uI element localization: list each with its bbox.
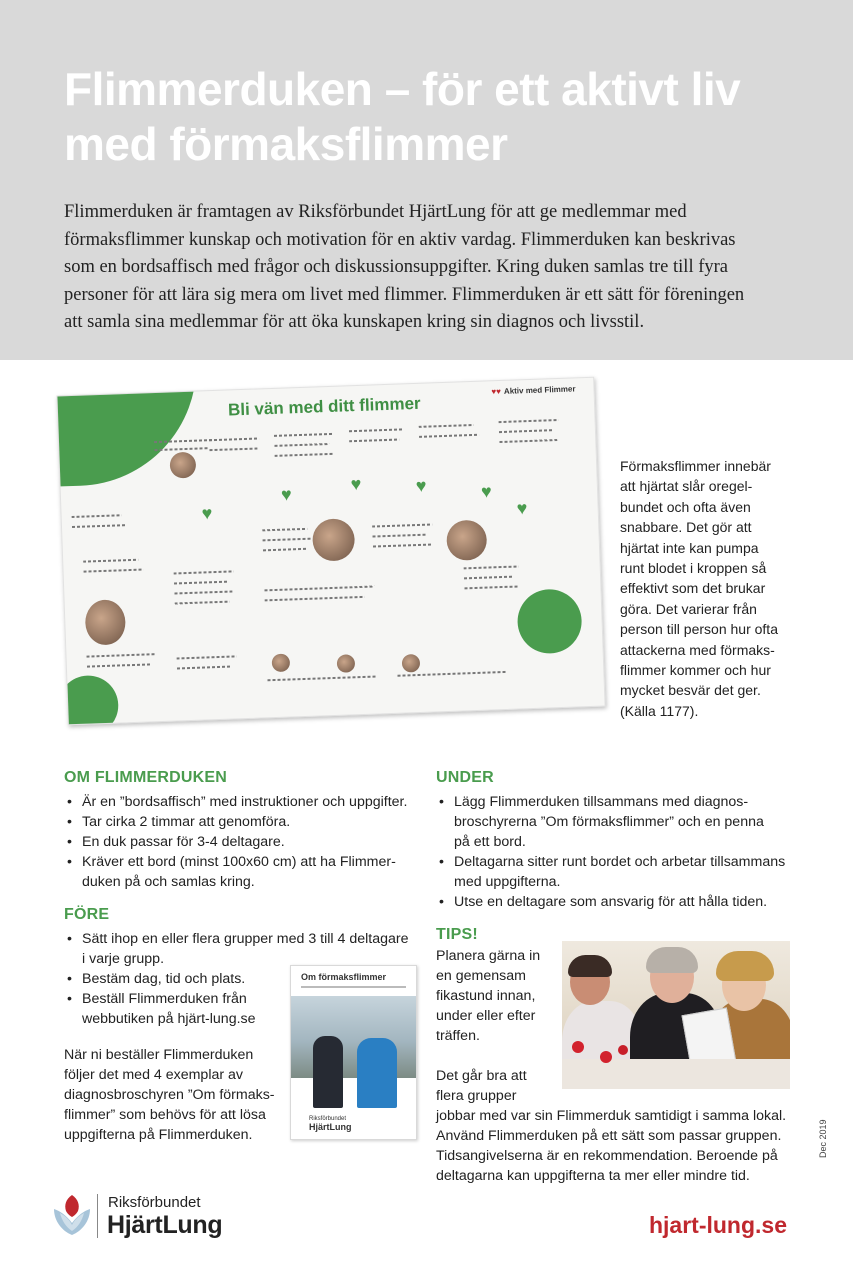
poster-text-block (349, 428, 404, 432)
poster-text-block (265, 596, 365, 601)
side-text-line: göra. Det varierar från (620, 600, 757, 617)
list-item-line: i varje grupp. (82, 951, 165, 967)
poster-text-block (419, 424, 474, 428)
poster-text-block (274, 443, 329, 447)
intro-line: Flimmerduken är framtagen av Riksförbundet HjärtLung för att ge medlemmar med (64, 202, 687, 222)
title-line: med förmaksflimmer (64, 118, 508, 170)
poster-text-block (373, 543, 433, 547)
intro-line: att samla sina medlemmar för att öka kunskapen kring sin diagnos och livsstil. (64, 312, 645, 332)
list-item-line: • Lägg Flimmerduken tillsammans med diagnos- (454, 794, 749, 810)
note-line: följer det med 4 exemplar av (64, 1067, 244, 1083)
side-text-line: runt blodet i kroppen så (620, 560, 767, 577)
group-photo (562, 941, 790, 1089)
brochure-image (290, 965, 417, 1140)
poster-text-block (175, 601, 230, 605)
poster-text-block (419, 434, 479, 438)
tips-line: jobbar med var sin Flimmerduk samtidigt i samma lokal. (436, 1108, 787, 1124)
tips-line: deltagarna kan uppgifterna ta mer eller mindre tid. (436, 1168, 750, 1184)
tips-line: under eller efter (436, 1008, 536, 1024)
poster-text-block (499, 439, 557, 443)
heart-icon: ♥ (480, 481, 493, 502)
poster-text-block (177, 666, 232, 670)
side-text-line: bundet och ofta även (620, 498, 751, 515)
heart-icon: ♥ (516, 498, 528, 519)
side-text-line: mycket besvär det ger. (620, 682, 761, 699)
date-stamp: Dec 2019 (818, 1119, 828, 1158)
poster-text-block (274, 433, 334, 437)
poster-text-block (464, 565, 519, 569)
poster-text-block (177, 655, 237, 659)
list-item (64, 812, 424, 832)
photo-hair (646, 947, 698, 973)
list-item-line: • Utse en deltagare som ansvarig för att hålla tiden. (454, 894, 768, 910)
brochure-logo-bottom: HjärtLung (309, 1122, 352, 1132)
poster-photo (272, 654, 291, 673)
logo-text-top: Riksförbundet (108, 1194, 201, 1211)
poster-text-block (262, 528, 307, 532)
poster-text-block (84, 569, 144, 573)
list-item (64, 792, 424, 812)
list-item-line: • Kräver ett bord (minst 100x60 cm) att ha Flimmer- (82, 854, 396, 870)
brochure-logo (309, 1116, 352, 1132)
date-stamp-wrap (818, 1119, 853, 1168)
poster-text-block (83, 559, 138, 563)
poster-text-block (263, 538, 313, 542)
intro-line: förmaksflimmer kunskap och motivation för en aktiv vardag. Flimmerduken kan beskrivas (64, 229, 736, 250)
list-item-line: • Sätt ihop en eller flera grupper med 3 till 4 deltagare (82, 931, 409, 947)
brochure-logo-top: Riksförbundet (309, 1116, 347, 1122)
list-item (64, 852, 424, 892)
brochure-person (313, 1036, 343, 1108)
website-link[interactable]: hjart-lung.se (648, 1212, 787, 1238)
poster-text-block (174, 590, 232, 594)
side-text-line: flimmer kommer och hur (620, 662, 771, 679)
poster-text-block (464, 576, 514, 580)
poster-text-block (349, 439, 399, 443)
list-item-line: • Är en ”bordsaffisch” med instruktioner och uppgifter. (82, 794, 408, 810)
poster-heading: Bli vän med ditt flimmer (227, 393, 421, 420)
poster-text-block (174, 570, 234, 574)
note-line: flimmer” som behövs för att lösa (64, 1107, 266, 1123)
intro-line: som en bordsaffisch med frågor och diskussionsuppgifter. Kring duken samlas tre till fyra (64, 257, 728, 277)
poster-text-block (464, 585, 519, 589)
list-item-line: • Beställ Flimmerduken från (82, 991, 247, 1007)
poster-text-block (372, 534, 427, 538)
side-text-line: person till person hur ofta (620, 621, 778, 638)
photo-fruit (618, 1045, 628, 1055)
logo-divider (97, 1194, 98, 1238)
list-item-line: duken på och samlas kring. (82, 874, 255, 890)
tips-line: fikastund innan, (436, 988, 536, 1004)
heart-icon: ♥ (280, 484, 293, 505)
poster-text-block (275, 453, 333, 457)
list-item (64, 832, 424, 852)
brochure-photo (291, 996, 416, 1078)
poster-text-block (372, 523, 432, 527)
section-heading-under: UNDER (436, 769, 494, 786)
logo-text-bottom: HjärtLung (107, 1211, 223, 1239)
poster-text-block (209, 448, 257, 452)
page-title (64, 62, 824, 172)
side-text-line: att hjärtat slår oregel- (620, 478, 753, 495)
note-line: uppgifterna på Flimmerduken. (64, 1127, 253, 1143)
heart-icon: ♥ (201, 503, 213, 524)
list-item-line: • En duk passar för 3-4 deltagare. (82, 834, 285, 850)
tips-line: Planera gärna in (436, 948, 541, 964)
list-item (436, 852, 806, 892)
poster-text-block (87, 663, 152, 667)
poster-image (56, 377, 605, 726)
header-banner (0, 0, 853, 360)
poster-text-block (499, 429, 554, 433)
side-text-line: (Källa 1177). (620, 702, 699, 719)
tips-line: Använd Flimmerduken på ett sätt som passar gruppen. (436, 1128, 782, 1144)
section-heading-om: OM FLIMMERDUKEN (64, 769, 227, 786)
photo-hair (568, 955, 612, 977)
note-line: diagnosbroschyren ”Om förmaks- (64, 1087, 275, 1103)
photo-fruit (600, 1051, 612, 1063)
brochure-title: Om förmaksflimmer (301, 972, 387, 982)
poster-text-block (87, 653, 157, 657)
tips-line: flera grupper (436, 1088, 517, 1104)
tips-text-wide (436, 1106, 806, 1186)
tips-line: Det går bra att (436, 1068, 527, 1084)
poster-text-block (264, 586, 374, 592)
brochure-subtitle-bar (301, 986, 406, 988)
photo-hair (716, 951, 774, 981)
fore-note (64, 1045, 279, 1145)
om-list (64, 792, 424, 892)
poster-photo (446, 520, 487, 561)
poster-photo (402, 654, 421, 673)
heart-icon: ♥♥ (491, 386, 502, 397)
poster-photo (169, 452, 196, 479)
poster-text-block (209, 437, 259, 441)
note-line: När ni beställer Flimmerduken (64, 1047, 254, 1063)
tips-spacer (436, 1046, 561, 1066)
side-text-line: snabbare. Det gör att (620, 519, 752, 536)
side-text-line: effektivt som det brukar (620, 580, 766, 597)
section-heading-tips: TIPS! (436, 926, 478, 943)
list-item (436, 892, 806, 912)
heart-icon: ♥ (350, 473, 362, 495)
list-item-line: på ett bord. (454, 834, 526, 850)
poster-text-block (499, 419, 559, 423)
list-item (436, 792, 806, 852)
poster-photo (337, 654, 356, 673)
list-item (64, 929, 424, 969)
side-text-line: hjärtat inte kan pumpa (620, 539, 759, 556)
list-item-line: med uppgifterna. (454, 874, 561, 890)
intro-paragraph (64, 199, 809, 337)
section-heading-fore: FÖRE (64, 906, 110, 923)
photo-fruit (572, 1041, 584, 1053)
list-item-line: • Deltagarna sitter runt bordet och arbetar tillsammans (454, 854, 786, 870)
tips-line: en gemensam (436, 968, 526, 984)
poster-green-shape (57, 675, 119, 726)
poster-brand-label: Aktiv med Flimmer (503, 384, 576, 396)
tips-line: Tidsangivelserna är en rekommendation. Beroende på (436, 1148, 778, 1164)
list-item-line: broschyrerna ”Om förmaksflimmer” och en penna (454, 814, 764, 830)
poster-text-block (174, 581, 229, 585)
photo-table (562, 1059, 790, 1089)
side-text-line: Förmaksflimmer innebär (620, 458, 771, 474)
side-text-line: attackerna med förmaks- (620, 641, 775, 658)
under-list (436, 792, 806, 912)
poster-text-block (72, 514, 122, 518)
poster-photo (85, 599, 127, 645)
brochure-person (357, 1038, 397, 1108)
poster-heart-badge (516, 588, 582, 654)
side-description (620, 456, 780, 721)
poster-text-block (267, 675, 377, 681)
list-item-line: • Bestäm dag, tid och plats. (82, 971, 246, 987)
list-item-line: webbutiken på hjärt-lung.se (82, 1011, 256, 1027)
poster-text-block (72, 524, 127, 528)
tips-line: träffen. (436, 1028, 480, 1044)
title-line: Flimmerduken – för ett aktivt liv (64, 63, 741, 115)
intro-line: personer för att lära sig mera om livet med flimmer. Flimmerduken är ett sätt för föreningen (64, 284, 745, 305)
list-item-line: • Tar cirka 2 timmar att genomföra. (82, 814, 291, 830)
poster-photo (312, 518, 355, 561)
poster-brand (491, 384, 575, 396)
poster-text-block (263, 548, 308, 552)
hjartlung-logo-icon (52, 1193, 92, 1237)
heart-icon: ♥ (415, 475, 427, 496)
tips-text (436, 946, 561, 1106)
